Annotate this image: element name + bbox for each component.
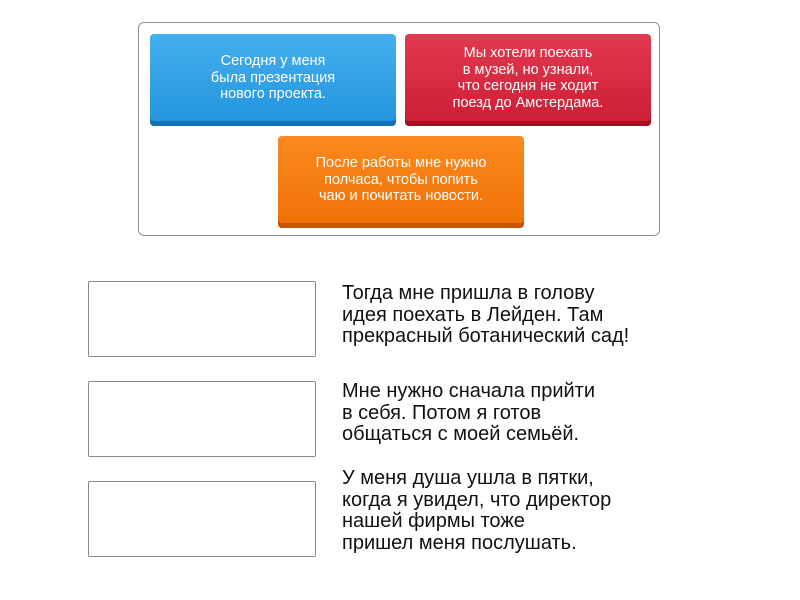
answer-tile-pool — [138, 22, 660, 236]
answer-tile-museum[interactable]: Мы хотели поехать в музей, но узнали, что сегодня не ходит поезд до Амстердама. — [405, 34, 651, 126]
prompt-text-3: У меня душа ушла в пятки, когда я увидел, что директор нашей фирмы тоже пришел меня послушать. — [342, 467, 612, 554]
drop-zone-2[interactable] — [88, 381, 316, 457]
drop-zone-1[interactable] — [88, 281, 316, 357]
prompt-text-2: Мне нужно сначала прийти в себя. Потом я готов общаться с моей семьёй. — [342, 380, 596, 445]
drop-zone-3[interactable] — [88, 481, 316, 557]
answer-tile-after-work[interactable]: После работы мне нужно полчаса, чтобы попить чаю и почитать новости. — [278, 136, 524, 228]
prompt-text-1: Тогда мне пришла в голову идея поехать в Лейден. Там прекрасный ботанический сад! — [342, 282, 630, 347]
answer-tile-presentation[interactable]: Сегодня у меня была презентация нового проекта. — [150, 34, 396, 126]
